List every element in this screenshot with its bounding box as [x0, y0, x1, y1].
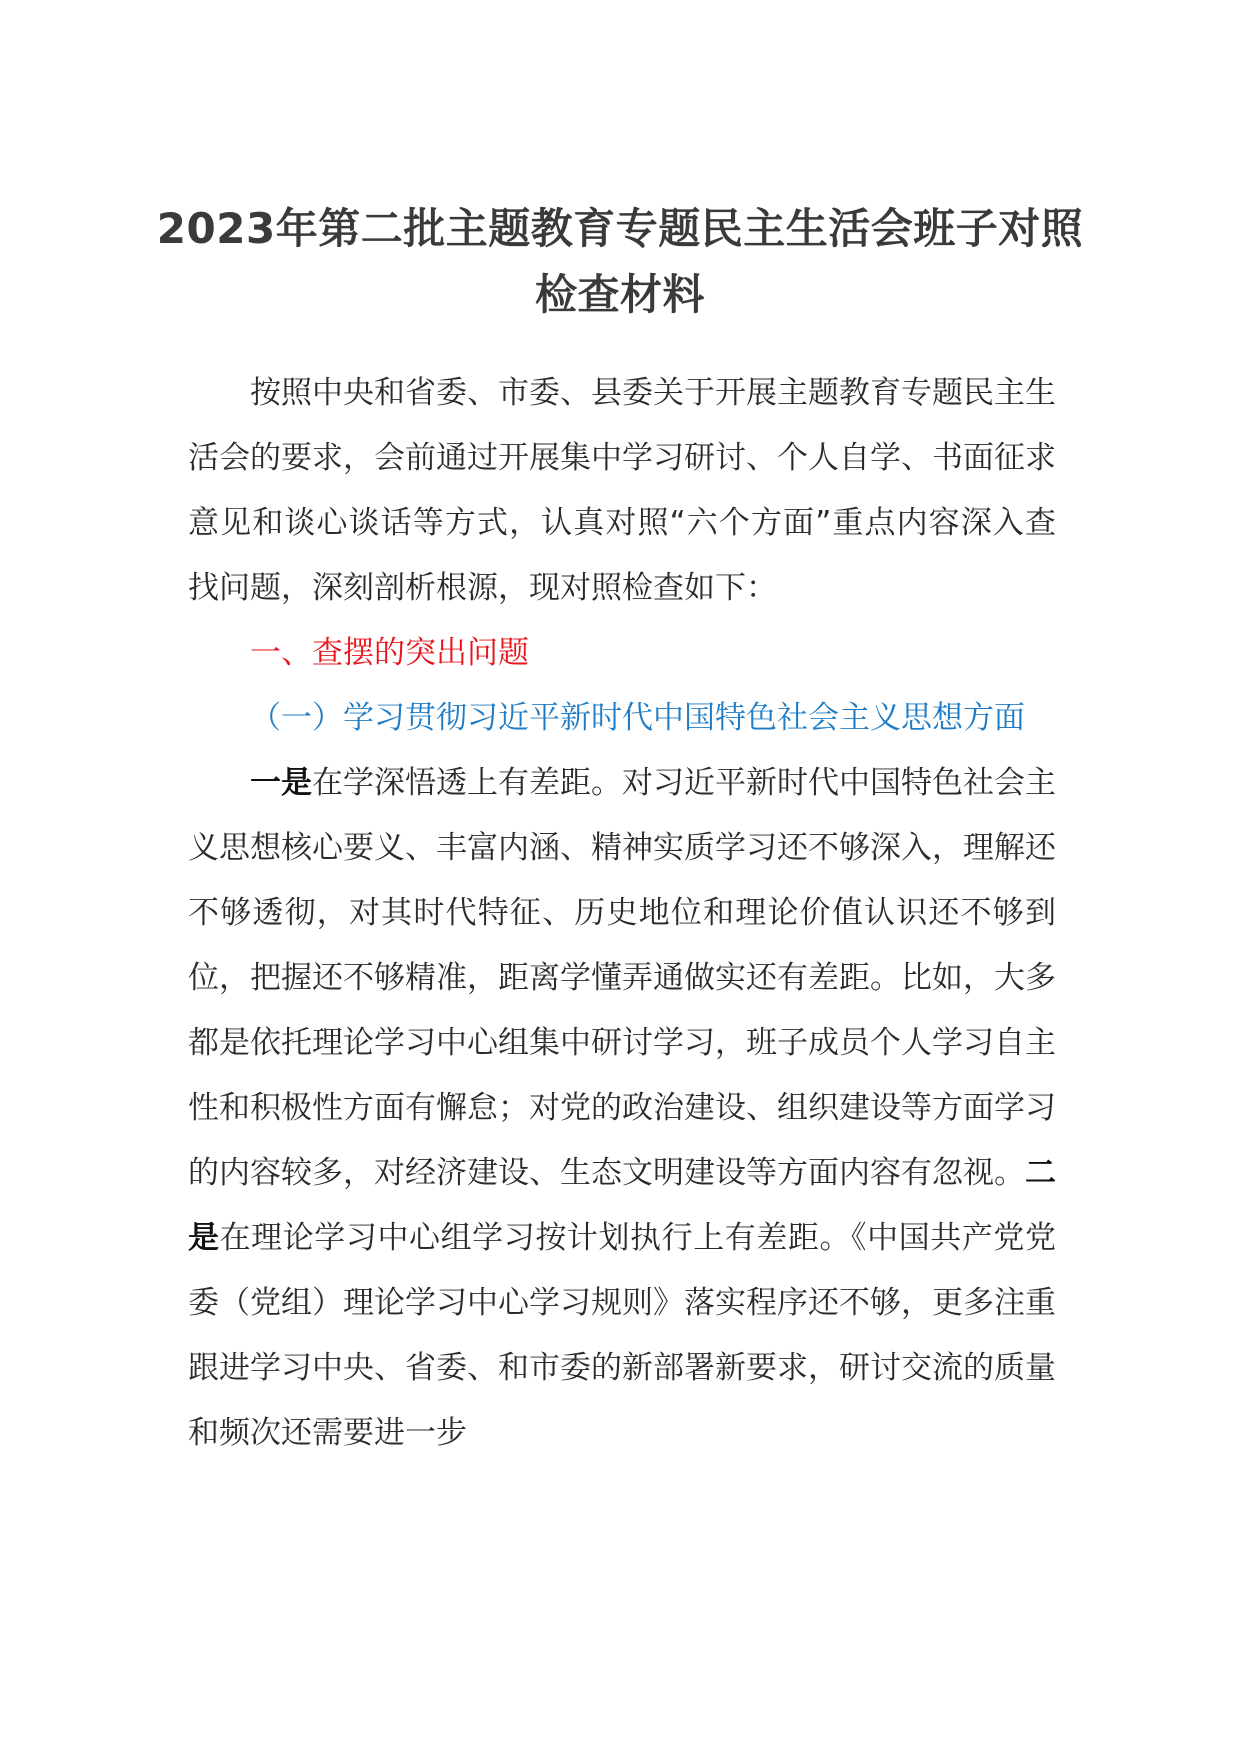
point-text-1: 在学深悟透上有差距。对习近平新时代中国特色社会主义思想核心要义、丰富内涵、精神实质学习还不够深入，理解还不够透彻，对其时代特征、历史地位和理论价值认识还不够到位，把握还不够精准，距离学懂弄通做实还有差距。比如，大多都是依托理论学习中心组集中研讨学习，班子成员个人学习自主性和积极性方面有懈怠；对党的政治建设、组织建设等方面学习的内容较多，对经济建设、生态文明建设等方面内容有忽视。	[188, 765, 1056, 1191]
document-body	[188, 361, 1056, 1466]
subsection-heading: （一）学习贯彻习近平新时代中国特色社会主义思想方面	[250, 700, 1025, 736]
section-heading: 一、查摆的突出问题	[250, 635, 529, 671]
intro-paragraph: 按照中央和省委、市委、县委关于开展主题教育专题民主生活会的要求，会前通过开展集中学习研讨、个人自学、书面征求意见和谈心谈话等方式，认真对照“六个方面”重点内容深入查找问题，深刻剖析根源，现对照检查如下：	[188, 375, 1056, 606]
point-text-2: 在理论学习中心组学习按计划执行上有差距。《中国共产党党委（党组）理论学习中心学习规则》落实程序还不够，更多注重跟进学习中央、省委、和市委的新部署新要求，研讨交流的质量和频次还需要进一步	[188, 1220, 1057, 1451]
document-title: 2023年第二批主题教育专题民主生活会班子对照检查材料	[156, 204, 1084, 319]
point-lead-1: 一是	[250, 765, 312, 801]
point-lead-2: 二是	[188, 1155, 1056, 1256]
body-paragraph	[188, 751, 1056, 1466]
